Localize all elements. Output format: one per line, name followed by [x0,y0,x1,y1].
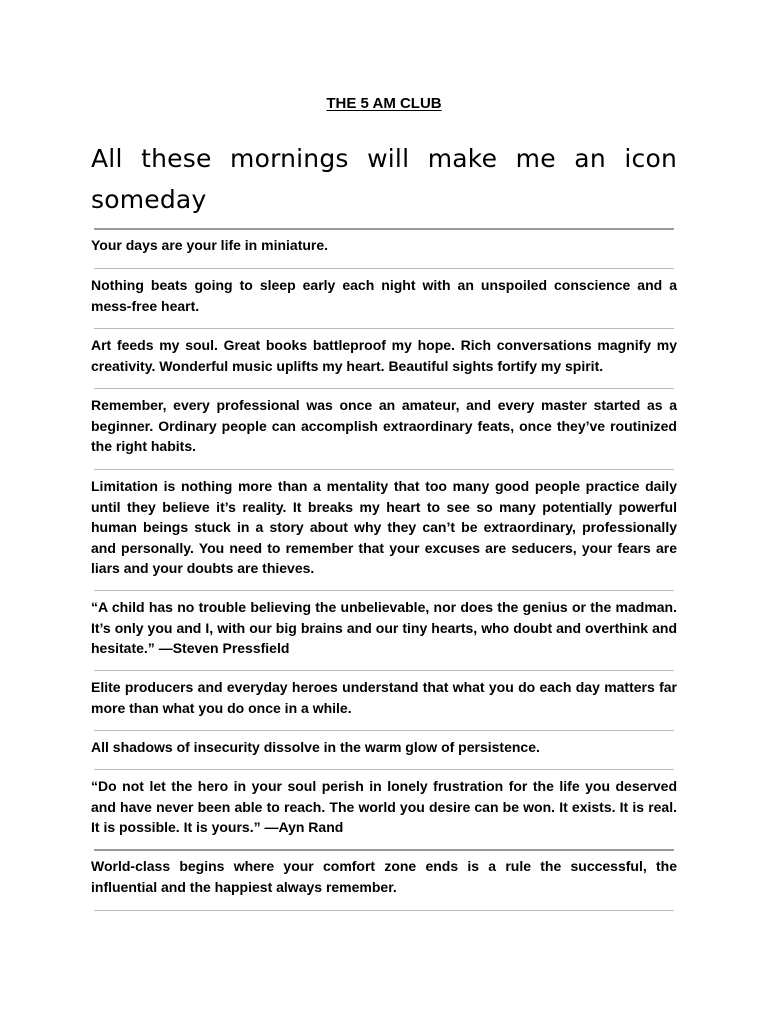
divider [94,228,674,230]
quote-1: Your days are your life in miniature. [91,237,329,253]
quote-3: Art feeds my soul. Great books battleproof my hope. Rich conversations magnify my creativity. Wonderful music uplifts my heart. Beautiful sights fortify my spirit. [91,337,677,374]
divider [94,730,674,731]
divider [94,469,674,470]
divider [94,849,674,851]
quote-8: All shadows of insecurity dissolve in the warm glow of persistence. [91,739,540,755]
divider [94,268,674,269]
divider [94,590,674,591]
headline: All these mornings will make me an icon someday [91,144,677,214]
quote-6: “A child has no trouble believing the unbelievable, nor does the genius or the madman. It’s only you and I, with our big brains and our tiny hearts, who doubt and overthink and hesitate.” —Steven Pressfield [91,599,677,656]
document-title: THE 5 AM CLUB [326,95,442,112]
quote-2: Nothing beats going to sleep early each night with an unspoiled conscience and a mess-free heart. [91,277,677,314]
divider [94,388,674,389]
quote-5: Limitation is nothing more than a mentality that too many good people practice daily until they believe it’s reality. It breaks my heart to see so many potentially powerful human beings stuck in a story about why they can’t be extraordinary, professionally and personally. You need to remember that your excuses are seducers, your fears are liars and your doubts are thieves. [91,478,677,576]
quote-4: Remember, every professional was once an amateur, and every master started as a beginner. Ordinary people can accomplish extraordinary feats, once they’ve routinized the right habits. [91,397,677,454]
divider [94,769,674,770]
divider [94,910,674,911]
divider [94,328,674,329]
quote-10: World-class begins where your comfort zone ends is a rule the successful, the influential and the happiest always remember. [91,858,677,895]
quote-9: “Do not let the hero in your soul perish in lonely frustration for the life you deserved and have never been able to reach. The world you desire can be won. It exists. It is real. It is possible. It is yours.” —Ayn Rand [91,778,677,835]
divider [94,670,674,671]
quote-7: Elite producers and everyday heroes understand that what you do each day matters far more than what you do once in a while. [91,679,677,716]
